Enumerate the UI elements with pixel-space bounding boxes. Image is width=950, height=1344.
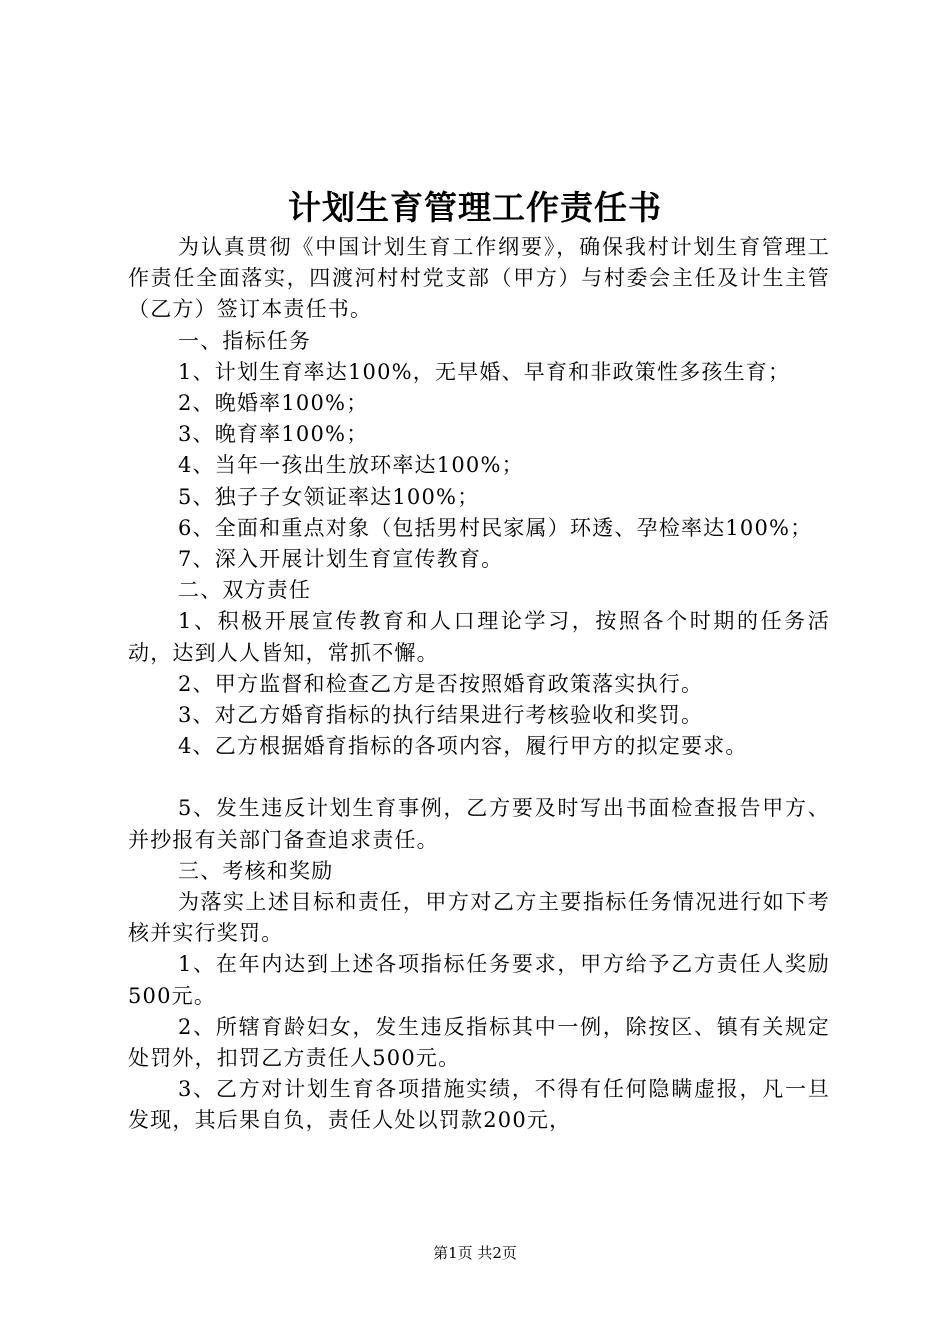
- target-item-3: 3、晚育率100%；: [178, 422, 369, 447]
- section-heading-assessment: 三、考核和奖励: [178, 858, 334, 883]
- target-item-4: 4、当年一孩出生放环率达100%；: [178, 453, 524, 478]
- responsibility-item-5: 5、发生违反计划生育事例，乙方要及时写出书面检查报告甲方、并抄报有关部门备查追求责任。: [128, 796, 830, 852]
- target-item-7: 7、深入开展计划生育宣传教育。: [178, 547, 504, 572]
- responsibility-item-4: 4、乙方根据婚育指标的各项内容，履行甲方的拟定要求。: [178, 734, 748, 759]
- target-item-6: 6、全面和重点对象（包括男村民家属）环透、孕检率达100%；: [178, 515, 813, 540]
- section-heading-targets: 一、指标任务: [178, 328, 312, 353]
- target-item-2: 2、晚婚率100%；: [178, 391, 369, 416]
- target-item-5: 5、独子子女领证率达100%；: [178, 484, 480, 509]
- target-item-1: 1、计划生育率达100%，无早婚、早育和非政策性多孩生育；: [178, 359, 791, 384]
- section-heading-responsibilities: 二、双方责任: [178, 578, 312, 603]
- responsibility-item-2: 2、甲方监督和检查乙方是否按照婚育政策落实执行。: [178, 671, 704, 696]
- intro-paragraph: 为认真贯彻《中国计划生育工作纲要》，确保我村计划生育管理工作责任全面落实，四渡河村村党支部（甲方）与村委会主任及计生主管（乙方）签订本责任书。: [128, 235, 830, 322]
- assessment-intro: 为落实上述目标和责任，甲方对乙方主要指标任务情况进行如下考核并实行奖罚。: [128, 890, 830, 946]
- page-footer: 第1页 共2页: [433, 1244, 517, 1262]
- assessment-item-2: 2、所辖育龄妇女，发生违反指标其中一例，除按区、镇有关规定处罚外，扣罚乙方责任人500元。: [128, 1014, 830, 1071]
- assessment-item-3: 3、乙方对计划生育各项措施实绩，不得有任何隐瞒虚报，凡一旦发现，其后果自负，责任人处以罚款200元，: [128, 1077, 830, 1133]
- assessment-item-1: 1、在年内达到上述各项指标任务要求，甲方给予乙方责任人奖励500元。: [128, 952, 830, 1008]
- paragraph-gap: [128, 762, 830, 793]
- responsibility-item-1: 1、积极开展宣传教育和人口理论学习，按照各个时期的任务活动，达到人人皆知，常抓不懈。: [128, 609, 830, 665]
- responsibility-item-3: 3、对乙方婚育指标的执行结果进行考核验收和奖罚。: [178, 703, 704, 728]
- document-body: [128, 232, 830, 1137]
- document-title: 计划生育管理工作责任书: [288, 188, 662, 227]
